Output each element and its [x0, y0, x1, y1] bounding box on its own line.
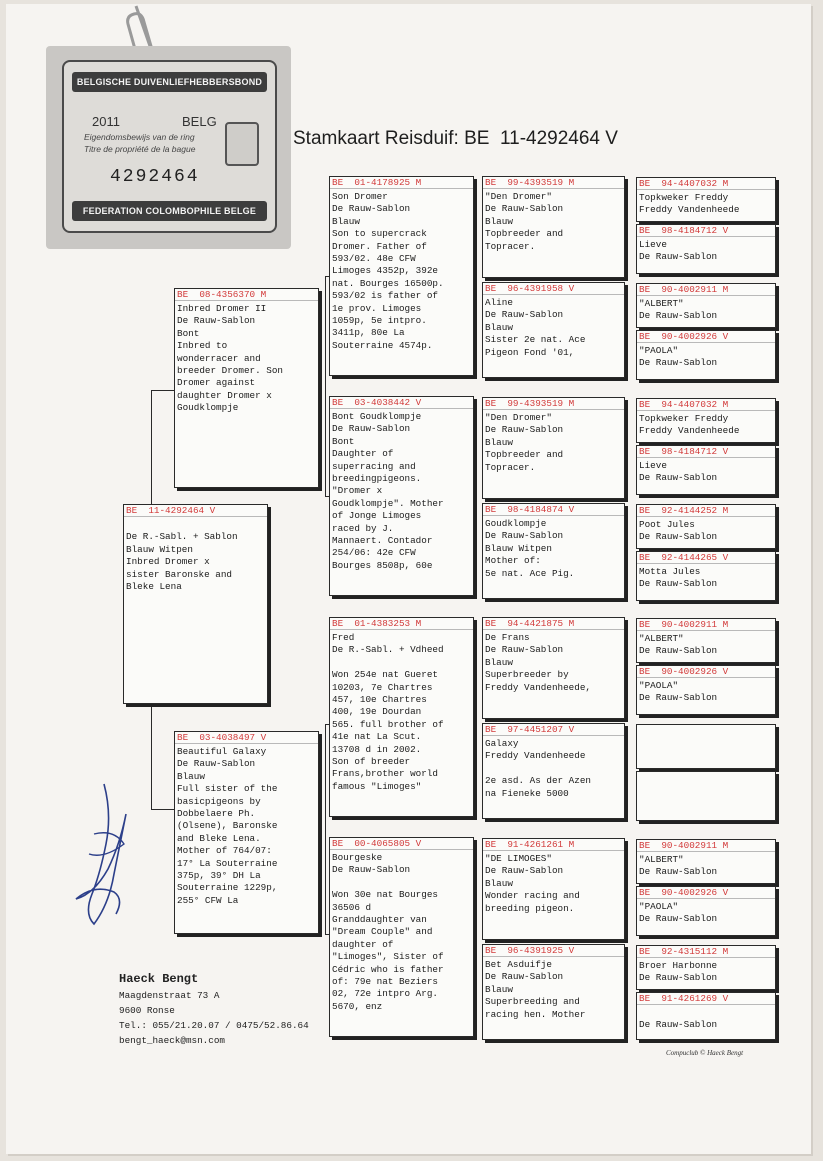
detail-line: 593/02 is father of — [332, 290, 439, 302]
detail-line: De Rauw-Sablon — [485, 644, 564, 656]
detail-line: Dobbelaere Ph. — [177, 808, 256, 820]
detail-line: Bleke Lena — [126, 581, 182, 593]
detail-line: Son to supercrack — [332, 228, 427, 240]
ring-number: BE 92-4315112 M — [637, 946, 775, 958]
pedigree-box-g3[interactable] — [636, 283, 776, 328]
ring-card-country: BELG — [182, 114, 217, 129]
detail-line: De R.-Sabl. + Vdheed — [332, 644, 444, 656]
detail-line: Wonder racing and — [485, 890, 580, 902]
detail-line: Blauw — [177, 770, 205, 782]
detail-line: Goudklompje — [177, 402, 239, 414]
ring-number: BE 90-4002926 V — [637, 887, 775, 899]
detail-line: (Olsene), Baronske — [177, 820, 278, 832]
detail-line: "Dream Couple" and — [332, 926, 433, 938]
detail-line: Daughter of — [332, 448, 394, 460]
ring-number: BE 90-4002911 M — [637, 840, 775, 852]
detail-line: Beautiful Galaxy — [177, 746, 267, 757]
ring-number: BE 99-4393519 M — [483, 398, 624, 410]
detail-line: Sister 2e nat. Ace — [485, 334, 586, 346]
ring-number: BE 94-4421875 M — [483, 618, 624, 630]
detail-line: De Frans — [485, 632, 530, 643]
detail-line: 41e nat La Scut. — [332, 731, 422, 743]
detail-line: Bourges 8508p, 60e — [332, 559, 433, 571]
ring-number: BE 91-4261269 V — [637, 993, 775, 1005]
connector-line — [325, 276, 326, 496]
detail-line: Bont — [177, 327, 200, 339]
detail-line: Topkweker Freddy — [639, 192, 729, 203]
detail-line: Lieve — [639, 460, 667, 471]
detail-line: Mother of: — [485, 555, 541, 567]
detail-line: Blauw — [485, 321, 513, 333]
detail-line: racing hen. Mother — [485, 1008, 586, 1020]
pedigree-box-g15[interactable] — [636, 945, 776, 990]
detail-line: 2e asd. As der Azen — [485, 775, 592, 787]
detail-line: Poot Jules — [639, 519, 695, 530]
detail-line: Bourgeske — [332, 852, 383, 863]
pigeon-details — [637, 899, 775, 926]
pigeon-details — [330, 189, 473, 352]
detail-line: 1e prov. Limoges — [332, 302, 422, 314]
detail-line: Blauw — [485, 656, 513, 668]
detail-line: 36506 d — [332, 901, 372, 913]
pedigree-box-subject[interactable] — [123, 504, 268, 704]
detail-line — [126, 519, 265, 531]
pedigree-box-ff[interactable] — [329, 176, 474, 376]
detail-line: Granddaughter van — [332, 914, 427, 926]
detail-line: "ALBERT" — [639, 854, 684, 865]
detail-line: Fred — [332, 632, 355, 643]
detail-line: Freddy Vandenheede, — [485, 681, 592, 693]
pigeon-details — [637, 411, 775, 438]
pedigree-box-g9[interactable] — [636, 618, 776, 663]
ring-number: BE 01-4383253 M — [330, 618, 473, 630]
pedigree-box-mmm[interactable] — [482, 944, 625, 1040]
ring-number: BE 99-4393519 M — [483, 177, 624, 189]
detail-line: wonderracer and — [177, 352, 261, 364]
pigeon-details — [483, 957, 624, 1021]
pedigree-box-g1[interactable] — [636, 177, 776, 222]
pedigree-box-fff[interactable] — [482, 176, 625, 278]
detail-line: De Rauw-Sablon — [177, 315, 256, 327]
detail-line: Goudklompje". Mother — [332, 497, 444, 509]
ring-card-bottom-band: FEDERATION COLOMBOPHILE BELGE — [72, 201, 267, 221]
ring-number: BE 03-4038442 V — [330, 397, 473, 409]
ring-number: BE 94-4407032 M — [637, 178, 775, 190]
detail-line: 254/06: 42e CFW — [332, 547, 416, 559]
pedigree-box-g14[interactable] — [636, 886, 776, 936]
detail-line: superracing and — [332, 460, 416, 472]
footer-credit: Compuclub © Haeck Bengt — [666, 1049, 744, 1057]
ring-card-frame — [62, 60, 277, 233]
detail-line: Mannaert. Contador — [332, 535, 433, 547]
pedigree-box-fmm[interactable] — [482, 503, 625, 599]
pigeon-details — [483, 516, 624, 580]
pigeon-details — [330, 630, 473, 793]
detail-line: Lieve — [639, 239, 667, 250]
pigeon-details — [637, 190, 775, 217]
detail-line: De Rauw-Sablon — [639, 578, 718, 590]
pedigree-box-mother[interactable] — [174, 731, 319, 934]
detail-line: De Rauw-Sablon — [177, 758, 256, 770]
detail-line: De Rauw-Sablon — [639, 531, 718, 543]
ring-number: BE 92-4144252 M — [637, 505, 775, 517]
detail-line: De Rauw-Sablon — [332, 864, 411, 876]
owner-street: Maagdenstraat 73 A — [119, 990, 220, 1001]
detail-line: Blauw — [485, 215, 513, 227]
detail-line: 17° La Souterraine — [177, 857, 278, 869]
detail-line: Blauw — [485, 877, 513, 889]
pedigree-box-mff[interactable] — [482, 617, 625, 719]
detail-line: De Rauw-Sablon — [639, 472, 718, 484]
pedigree-box-g12[interactable] — [636, 771, 776, 821]
ring-card-line-1: Eigendomsbewijs van de ring — [84, 132, 195, 142]
detail-line: De Rauw-Sablon — [639, 251, 718, 263]
pedigree-box-g2[interactable] — [636, 224, 776, 274]
ring-number: BE 90-4002911 M — [637, 619, 775, 631]
detail-line: breedingpigeons. — [332, 473, 422, 485]
pigeon-details — [637, 852, 775, 879]
coat-of-arms-icon — [225, 122, 259, 166]
pigeon-details — [637, 237, 775, 264]
ring-number: BE 92-4144265 V — [637, 552, 775, 564]
owner-block — [119, 970, 309, 1048]
ring-card-top-band: BELGISCHE DUIVENLIEFHEBBERSBOND — [72, 72, 267, 92]
detail-line: De Rauw-Sablon — [485, 424, 564, 436]
detail-line: De R.-Sabl. + Sablon — [126, 531, 238, 543]
pigeon-details — [637, 458, 775, 485]
detail-line: na Fieneke 5000 — [485, 787, 569, 799]
detail-line: "PAOLA" — [639, 345, 679, 356]
pedigree-sheet — [6, 4, 811, 1154]
pedigree-box-ffm[interactable] — [482, 282, 625, 378]
detail-line — [639, 1007, 773, 1019]
ring-number: BE 94-4407032 M — [637, 399, 775, 411]
ring-number: BE 98-4184874 V — [483, 504, 624, 516]
owner-name: Haeck Bengt — [119, 972, 199, 986]
detail-line: Superbreeding and — [485, 996, 580, 1008]
detail-line: of: 79e nat Beziers — [332, 976, 439, 988]
pigeon-details — [637, 1005, 775, 1032]
pigeon-details — [637, 343, 775, 370]
pigeon-details — [637, 958, 775, 985]
detail-line: Bont Goudklompje — [332, 411, 422, 422]
ring-number: BE 01-4178925 M — [330, 177, 473, 189]
detail-line: 400, 19e Dourdan — [332, 706, 422, 718]
detail-line: Son of breeder — [332, 756, 411, 768]
ring-card-line-2: Titre de propriété de la bague — [84, 144, 196, 154]
pigeon-details — [330, 850, 473, 1013]
detail-line: "ALBERT" — [639, 633, 684, 644]
signature-icon — [64, 774, 144, 934]
pedigree-box-g13[interactable] — [636, 839, 776, 884]
owner-city: 9600 Ronse — [119, 1005, 175, 1016]
ring-number: BE 90-4002926 V — [637, 331, 775, 343]
detail-line: De Rauw-Sablon — [639, 1019, 718, 1031]
pedigree-box-fmf[interactable] — [482, 397, 625, 499]
detail-line: De Rauw-Sablon — [485, 865, 564, 877]
detail-line: basicpigeons by — [177, 795, 261, 807]
pedigree-box-fm[interactable] — [329, 396, 474, 596]
detail-line: 1059p, 5e intpro. — [332, 315, 427, 327]
detail-line: and Bleke Lena. — [177, 832, 261, 844]
ring-number: BE 91-4261261 M — [483, 839, 624, 851]
detail-line: "Den Dromer" — [485, 412, 552, 423]
detail-line: Inbred to — [177, 340, 228, 352]
detail-line: 13708 d in 2002. — [332, 743, 422, 755]
pedigree-box-g6[interactable] — [636, 445, 776, 495]
detail-line: Bont — [332, 435, 355, 447]
ring-number: BE 90-4002911 M — [637, 284, 775, 296]
connector-line — [151, 809, 176, 810]
detail-line: Motta Jules — [639, 566, 701, 577]
page-title: Stamkaart Reisduif: BE 11-4292464 V — [293, 128, 618, 149]
detail-line: 457, 10e Chartres — [332, 694, 427, 706]
connector-line — [151, 704, 152, 809]
detail-line — [332, 657, 471, 669]
detail-line: raced by J. — [332, 522, 394, 534]
pedigree-box-mm[interactable] — [329, 837, 474, 1037]
detail-line: Freddy Vandenheede — [639, 204, 740, 216]
ring-number: BE 98-4184712 V — [637, 225, 775, 237]
pigeon-details — [483, 189, 624, 253]
ring-card-number: 4292464 — [110, 167, 200, 187]
detail-line: De Rauw-Sablon — [639, 913, 718, 925]
pigeon-details — [637, 517, 775, 544]
detail-line: Limoges 4352p, 392e — [332, 265, 439, 277]
pigeon-details — [175, 301, 318, 415]
detail-line: Cédric who is father — [332, 963, 444, 975]
pedigree-box-g8[interactable] — [636, 551, 776, 601]
ring-number: BE 96-4391958 V — [483, 283, 624, 295]
detail-line: nat. Bourges 16500p. — [332, 277, 444, 289]
detail-line: Full sister of the — [177, 783, 278, 795]
pedigree-box-father[interactable] — [174, 288, 319, 488]
ring-number: BE 96-4391925 V — [483, 945, 624, 957]
detail-line: De Rauw-Sablon — [485, 203, 564, 215]
detail-line: "ALBERT" — [639, 298, 684, 309]
ring-number: BE 90-4002926 V — [637, 666, 775, 678]
detail-line: breeder Dromer. Son — [177, 365, 284, 377]
detail-line: Topracer. — [485, 461, 536, 473]
detail-line: 3411p, 80e La — [332, 327, 405, 339]
detail-line: Topracer. — [485, 240, 536, 252]
detail-line: De Rauw-Sablon — [332, 203, 411, 215]
detail-line: Inbred Dromer x — [126, 556, 210, 568]
detail-line: De Rauw-Sablon — [485, 971, 564, 983]
pigeon-details — [637, 725, 775, 727]
detail-line: De Rauw-Sablon — [639, 310, 718, 322]
pedigree-box-g7[interactable] — [636, 504, 776, 549]
detail-line: Inbred Dromer II — [177, 303, 267, 314]
detail-line: Mother of 764/07: — [177, 845, 272, 857]
ring-card — [46, 46, 291, 249]
connector-line — [325, 724, 326, 934]
detail-line: 565. full brother of — [332, 718, 444, 730]
detail-line: De Rauw-Sablon — [639, 972, 718, 984]
detail-line: Topbreeder and — [485, 228, 564, 240]
detail-line: 375p, 39° DH La — [177, 870, 261, 882]
detail-line: "Dromer x — [332, 485, 383, 497]
detail-line: Won 254e nat Gueret — [332, 669, 439, 681]
detail-line: "Limoges", Sister of — [332, 951, 444, 963]
detail-line: De Rauw-Sablon — [639, 357, 718, 369]
detail-line: De Rauw-Sablon — [639, 866, 718, 878]
detail-line: famous "Limoges" — [332, 780, 422, 792]
detail-line: Freddy Vandenheede — [639, 425, 740, 437]
detail-line: Blauw — [332, 215, 360, 227]
detail-line: 10203, 7e Chartres — [332, 681, 433, 693]
detail-line: Blauw Witpen — [126, 543, 193, 555]
detail-line: of Jonge Limoges — [332, 510, 422, 522]
detail-line: 02, 72e intpro Arg. — [332, 988, 439, 1000]
detail-line: De Rauw-Sablon — [639, 645, 718, 657]
owner-phone: Tel.: 055/21.20.07 / 0475/52.86.64 — [119, 1020, 309, 1031]
detail-line: "PAOLA" — [639, 901, 679, 912]
ring-number: BE 00-4065805 V — [330, 838, 473, 850]
detail-line: De Rauw-Sablon — [485, 530, 564, 542]
pigeon-details — [637, 772, 775, 774]
detail-line: Frans,brother world — [332, 768, 439, 780]
pigeon-details — [483, 736, 624, 800]
detail-line: Aline — [485, 297, 513, 308]
ring-number: BE 97-4451207 V — [483, 724, 624, 736]
detail-line: Blauw — [485, 436, 513, 448]
detail-line: Pigeon Fond '01, — [485, 346, 575, 358]
ring-number: BE 03-4038497 V — [175, 732, 318, 744]
detail-line: Blauw — [485, 983, 513, 995]
detail-line: Topbreeder and — [485, 449, 564, 461]
pigeon-details — [483, 295, 624, 359]
detail-line: 5670, enz — [332, 1000, 383, 1012]
detail-line: Broer Harbonne — [639, 960, 718, 971]
pigeon-details — [637, 296, 775, 323]
ring-number: BE 11-4292464 V — [124, 505, 267, 517]
pedigree-box-g16[interactable] — [636, 992, 776, 1040]
ring-number: BE 98-4184712 V — [637, 446, 775, 458]
owner-email: bengt_haeck@msn.com — [119, 1035, 226, 1046]
connector-line — [151, 390, 176, 391]
detail-line: Souterraine 4574p. — [332, 339, 433, 351]
pigeon-details — [637, 678, 775, 705]
detail-line: sister Baronske and — [126, 568, 233, 580]
detail-line: daughter of — [332, 938, 394, 950]
pigeon-details — [483, 410, 624, 474]
pedigree-box-g11[interactable] — [636, 724, 776, 769]
connector-line — [151, 390, 152, 505]
detail-line: Son Dromer — [332, 191, 388, 202]
pedigree-box-g4[interactable] — [636, 330, 776, 380]
pedigree-box-g5[interactable] — [636, 398, 776, 443]
detail-line: "DE LIMOGES" — [485, 853, 552, 864]
detail-line: "PAOLA" — [639, 680, 679, 691]
detail-line: De Rauw-Sablon — [639, 692, 718, 704]
detail-line: "Den Dromer" — [485, 191, 552, 202]
ring-number: BE 08-4356370 M — [175, 289, 318, 301]
pigeon-details — [637, 631, 775, 658]
detail-line: Freddy Vandenheede — [485, 750, 586, 762]
pedigree-box-mfm[interactable] — [482, 723, 625, 819]
detail-line: Galaxy — [485, 738, 519, 749]
pigeon-details — [483, 851, 624, 915]
detail-line: Dromer. Father of — [332, 240, 427, 252]
pigeon-details — [483, 630, 624, 694]
detail-line: Blauw Witpen — [485, 542, 552, 554]
detail-line: 255° CFW La — [177, 894, 239, 906]
detail-line: daughter Dromer x — [177, 389, 272, 401]
pigeon-details — [124, 517, 267, 593]
detail-line: Bet Asduifje — [485, 959, 552, 970]
detail-line: breeding pigeon. — [485, 902, 575, 914]
detail-line — [332, 877, 471, 889]
detail-line: De Rauw-Sablon — [485, 309, 564, 321]
detail-line: 593/02. 48e CFW — [332, 253, 416, 265]
pedigree-box-mmf[interactable] — [482, 838, 625, 940]
detail-line: Won 30e nat Bourges — [332, 889, 439, 901]
detail-line: Dromer against — [177, 377, 256, 389]
detail-line: Goudklompje — [485, 518, 547, 529]
detail-line: De Rauw-Sablon — [332, 423, 411, 435]
pedigree-box-mf[interactable] — [329, 617, 474, 817]
detail-line: Souterraine 1229p, — [177, 882, 278, 894]
detail-line: Topkweker Freddy — [639, 413, 729, 424]
detail-line: 5e nat. Ace Pig. — [485, 567, 575, 579]
pigeon-details — [637, 564, 775, 591]
detail-line: Superbreeder by — [485, 669, 569, 681]
pedigree-box-g10[interactable] — [636, 665, 776, 715]
pigeon-details — [330, 409, 473, 572]
pigeon-details — [175, 744, 318, 907]
detail-line — [485, 763, 622, 775]
ring-card-year: 2011 — [92, 114, 120, 129]
